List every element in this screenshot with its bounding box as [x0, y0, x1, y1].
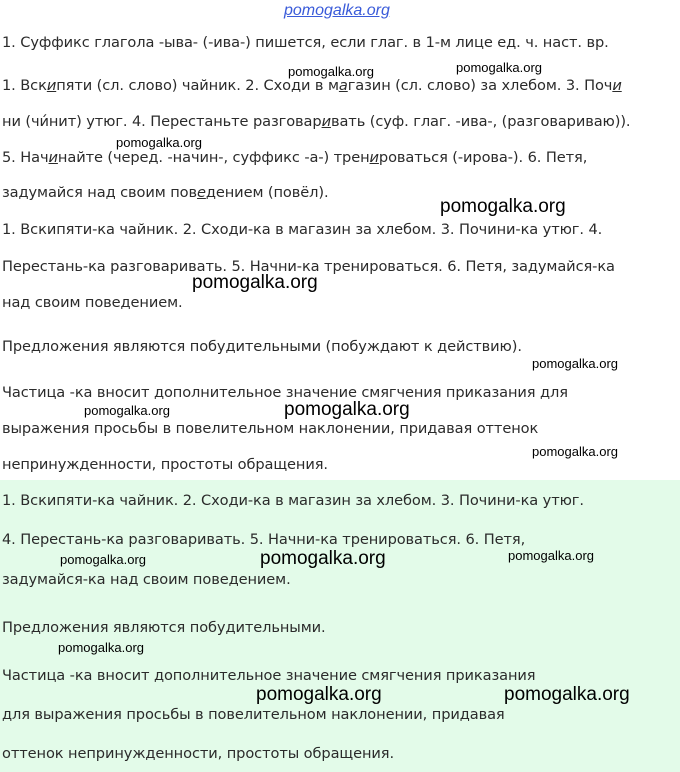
sentence-line: 1. Вскипяти-ка чайник. 2. Сходи-ка в магазин за хлебом. 3. Почини-ка утюг. 4.: [2, 221, 603, 238]
watermark: pomogalka.org: [58, 640, 144, 655]
watermark: pomogalka.org: [504, 684, 630, 705]
particle-line: непринужденности, простоты обращения.: [2, 456, 328, 473]
sentence-type-line: Предложения являются побудительными (побуждают к действию).: [2, 338, 522, 355]
watermark: pomogalka.org: [256, 684, 382, 705]
watermark: pomogalka.org: [532, 356, 618, 371]
exercise-line: ни (чи́нит) утюг. 4. Перестаньте разговаривать (суф. глаг. -ива-, (разговариваю)).: [2, 113, 631, 130]
site-header-link[interactable]: pomogalka.org: [284, 2, 390, 19]
watermark: pomogalka.org: [508, 548, 594, 563]
answer-line: задумайся-ка над своим поведением.: [2, 571, 291, 588]
particle-line: выражения просьбы в повелительном наклонении, придавая оттенок: [2, 420, 539, 437]
answer-particle-line: Частица -ка вносит дополнительное значение смягчения приказания: [2, 667, 536, 684]
watermark: pomogalka.org: [532, 444, 618, 459]
exercise-line: 1. Вскипяти (сл. слово) чайник. 2. Сходи в магазин (сл. слово) за хлебом. 3. Почи: [2, 77, 622, 94]
sentence-line: над своим поведением.: [2, 294, 183, 311]
watermark: pomogalka.org: [116, 135, 202, 150]
sentence-line: Перестань-ка разговаривать. 5. Начни-ка тренироваться. 6. Петя, задумайся-ка: [2, 258, 615, 275]
watermark: pomogalka.org: [60, 552, 146, 567]
answer-particle-line: для выражения просьбы в повелительном наклонении, придавая: [2, 706, 505, 723]
watermark: pomogalka.org: [84, 403, 170, 418]
particle-line: Частица -ка вносит дополнительное значение смягчения приказания для: [2, 384, 568, 401]
watermark: pomogalka.org: [456, 60, 542, 75]
watermark: pomogalka.org: [440, 196, 566, 217]
answer-sentence-type-line: Предложения являются побудительными.: [2, 619, 326, 636]
watermark: pomogalka.org: [192, 272, 318, 293]
answer-line: 4. Перестань-ка разговаривать. 5. Начни-ка тренироваться. 6. Петя,: [2, 531, 526, 548]
exercise-line: задумайся над своим поведением (повёл).: [2, 184, 329, 201]
watermark: pomogalka.org: [260, 548, 386, 569]
rule-line: 1. Суффикс глагола -ыва- (-ива-) пишется, если глаг. в 1-м лице ед. ч. наст. вр.: [2, 34, 609, 51]
watermark: pomogalka.org: [288, 64, 374, 79]
answer-line: 1. Вскипяти-ка чайник. 2. Сходи-ка в магазин за хлебом. 3. Почини-ка утюг.: [2, 492, 584, 509]
watermark: pomogalka.org: [284, 399, 410, 420]
answer-particle-line: оттенок непринужденности, простоты обращения.: [2, 745, 394, 762]
exercise-line: 5. Начинайте (черед. -начин-, суффикс -а-) тренироваться (-ирова-). 6. Петя,: [2, 149, 588, 166]
